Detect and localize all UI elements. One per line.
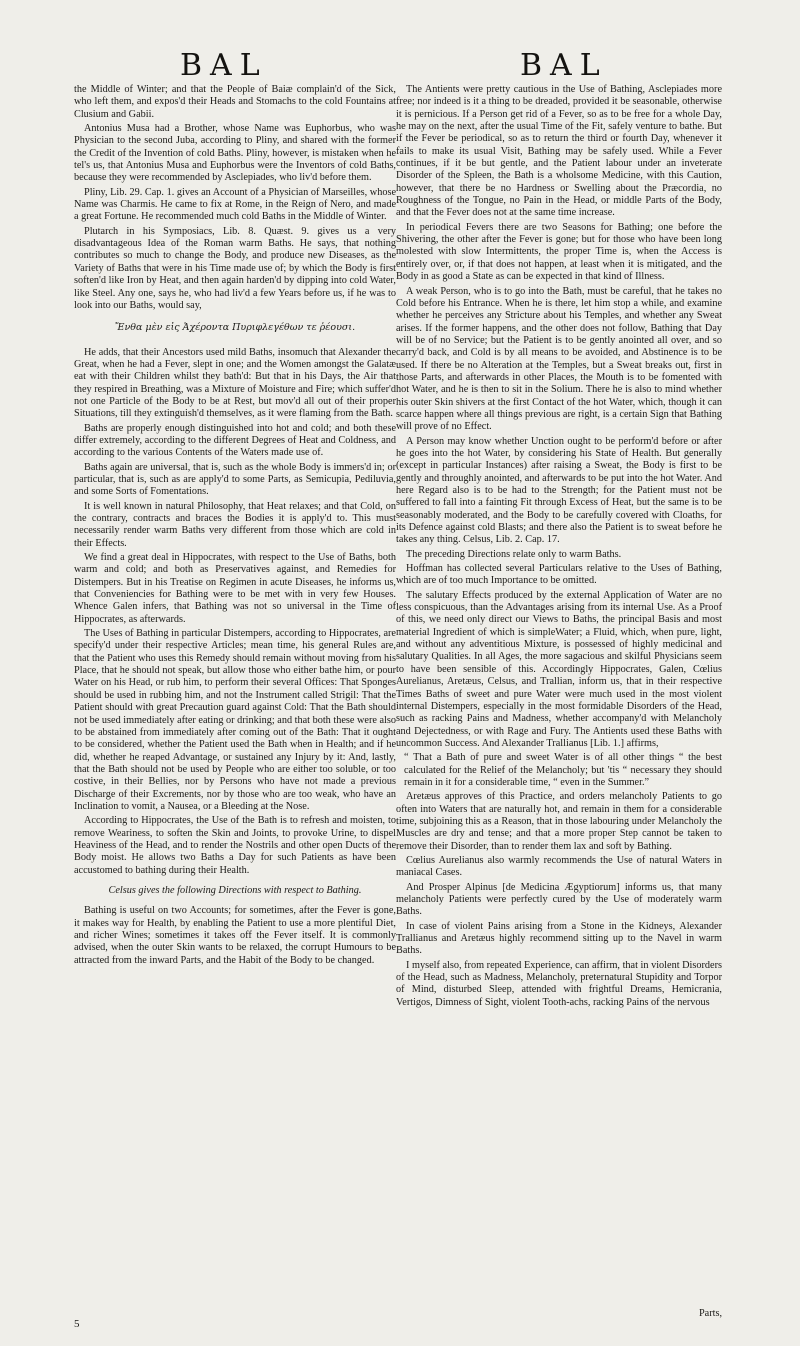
paragraph: Aretæus approves of this Practice, and orders melancholy Patients to go often into Waters that are naturally hot, and remain in them for a considerable time, subjoining this as a Reason, that in those labouring under Melancholy the Muscles are dry and tense; and that a more proper Step cannot be taken to remove their Disorder, than to render them lax and soft by Bathing.: [396, 791, 722, 852]
running-header: [0, 48, 800, 88]
paragraph: I myself also, from repeated Experience, can affirm, that in violent Disorders of the Head, such as Madness, Melancholy, preternatural Stupidity and Torpor of Mind, disturbed Sleep, attended with frightful Dreams, Hemicrania, Vertigos, Dimness of Sight, violent Tooth-achs, racking Pains of the nervous: [396, 959, 722, 1008]
paragraph: Baths are properly enough distinguished into hot and cold; and both these differ extremely, according to the different Degrees of Heat and Coldness, and according to the various Contents of the Waters made use of.: [74, 422, 396, 459]
paragraph: A weak Person, who is to go into the Bath, must be careful, that he takes no Cold before his Entrance. When he is there, let him stop a while, and examine whether he perceives any Stricture about his Temples, and whether any Sweat arises. If the former happens, and the other does not follow, Bathing that Day will be of no Service; but the Patient is to be gently anointed all over, and so carry'd back, and Cold is by all means to be avoided, and Abstinence is to be used. If there be no Alteration at the Temples, but a Sweat breaks out, first in those Parts, and afterwards in other Places, the Mouth is to be fomented with hot Water, and he is then to sit in the Solium. There he is also to mind whether his outer Skin shivers at the first Contact of the hot Water, which, though it can scarce happen where all things previous are right, is a certain Sign that Bathing will prove of no Effect.: [396, 285, 722, 433]
paragraph: And Prosper Alpinus [de Medicina Ægyptiorum] informs us, that many melancholy Patients were perfectly cured by the Use of moderately warm Baths.: [396, 881, 722, 918]
paragraph: According to Hippocrates, the Use of the Bath is to refresh and moisten, to remove Weariness, to soften the Skin and Joints, to provoke Urine, to dispel Heaviness of the Head, and to render the Nostrils and other open Ducts of the Body moist. He allows two Baths a Day for such Patients as have been accustomed to bathing during their Health.: [74, 815, 396, 876]
paragraph: the Middle of Winter; and that the People of Baiæ complain'd of the Sick, who left them, and expos'd their Heads and Stomachs to the cold Fountains at Clusium and Gabii.: [74, 84, 396, 120]
paragraph: He adds, that their Ancestors used mild Baths, insomuch that Alexander the Great, when he had a Fever, slept in one; and the Women amongst the Galatæ eat with their Children whilst they bath'd: But that in his Days, the Air that they respired in Breathing, was a Mixture of Moisture and Fire; which suffer'd not one Particle of the Body to be at Rest, but mov'd all out of their proper Situations, till they extinguish'd themselves, as it were flaming from the Bath.: [74, 346, 396, 420]
left-column: [74, 84, 396, 969]
greek-verse: Ἔνθα μὲν εἰς Ἀχέροντα Πυριφλεγέθων τε ῥέουσι.: [114, 322, 356, 334]
paragraph: The salutary Effects produced by the external Application of Water are no less conspicuous, than the Advantages arising from its internal Use. As a Proof of this, we need only direct our Views to Baths, the principal Basis and most material Ingredient of which is simpleWater; a Fluid, which, when pure, light, and without any adventitious Mixture, is possessed of highly medicinal and salutary Qualities. In all Ages, the more sagacious and skilful Physicians seem to have been sensible of this. Accordingly Hippocrates, Galen, Cœlius Aurelianus, Aretæus, Celsus, and Trallian, inform us, that in their respective Times Baths of sweet and pure Water were much used in the most violent internal Distempers, especially in the most formidable Disorders of the Head, such as racking Pains and Madness, whether accompany'd with Melancholy and Dejectedness, or with Rage and Fury. The Antients used these Baths with uncommon Success. And Alexander Trallianus [Lib. 1.] affirms,: [396, 589, 722, 749]
paragraph: We find a great deal in Hippocrates, with respect to the Use of Baths, both warm and cold; and both as Preservatives against, and Remedies for Distempers. But in his Treatise on Regimen in acute Diseases, he informs us, that Conveniencies for Bathing were to be met with in very few Houses. Whence Galen infers, that Bathing was not so universal in the Time of Hippocrates, as afterwards.: [74, 552, 396, 625]
paragraph: Baths again are universal, that is, such as the whole Body is immers'd in; or particular, that is, such as are apply'd to some Parts, as Semicupia, Pediluvia, and some Sorts of Fomentations.: [74, 461, 396, 498]
paragraph: It is well known in natural Philosophy, that Heat relaxes; and that Cold, on the contrary, contracts and braces the Bodies it is apply'd to. This must necessarily render warm Baths very different from those which are cold in their Effects.: [74, 500, 396, 549]
right-column: [396, 84, 722, 1011]
signature-mark: 5: [74, 1318, 80, 1330]
paragraph: The Uses of Bathing in particular Distempers, according to Hippocrates, are specify'd under their respective Articles; mean time, his general Rules are, that the Patient who uses this Remedy should remain without moving from his Place, that he should not speak, but allow those who either bathe him, or pour Water on his Head, or rub him, to perform their several Offices: That Sponges should be used in rubbing him, and not the Instrument called Strigil: That the Patient should with great Precaution guard against Cold: That the Bath should not be used immediately after eating or drinking; and that both these were also to be abstained from immediately after coming out of the Bath: That it ought to be considered, whether the Patient used the Bath when in Health; and if he did, whether he reaped Advantage, or sustained any Injury by it: And, lastly, that the Bath should not be used by People who are either too soluble, or too costive, in their Bellies, nor by Persons who have not made a previous Discharge of their Excrements, nor by those who are too weak, who have an Inclination to vomit, a Nausea, or a Bleeding at the Nose.: [74, 628, 396, 812]
header-right: BAL: [520, 48, 608, 83]
paragraph: Pliny, Lib. 29. Cap. 1. gives an Account of a Physician of Marseilles, whose Name was Charmis. He came to fix at Rome, in the Reign of Nero, and made a great Fortune. He recommended much cold Baths in the Middle of Winter.: [74, 186, 396, 223]
quotation: “ That a Bath of pure and sweet Water is of all other things “ the best calculated for the Relief of the Melancholy; but 'tis “ necessary they should remain in it for a considerable time, “ even in the Summer.”: [404, 752, 722, 788]
paragraph: Antonius Musa had a Brother, whose Name was Euphorbus, who was Physician to the second Juba, according to Pliny, and shared with the former the Credit of the Invention of cold Baths. Pliny, however, is mistaken when he tel's us, that Antonius Musa and Euphorbus were the Inventors of cold Baths, because they were recommended by Asclepiades, who liv'd before them.: [74, 123, 396, 184]
paragraph: Hoffman has collected several Particulars relative to the Uses of Bathing, which are of too much Importance to be omitted.: [396, 563, 722, 587]
paragraph: The preceding Directions relate only to warm Baths.: [406, 548, 622, 560]
header-left: BAL: [180, 48, 268, 83]
paragraph: In case of violent Pains arising from a Stone in the Kidneys, Alexander Trallianus and Aretæus highly recommend sitting up to the Navel in warm Baths.: [396, 920, 722, 957]
paragraph: Plutarch in his Symposiacs, Lib. 8. Quæst. 9. gives us a very disadvantageous Idea of the Roman warm Baths. He says, that nothing contributes so much to change the Body, and produce new Diseases, as the Variety of Baths that were in his Time made use of; by which the Body is first soften'd like Iron by Heat, and then again harden'd by dipping into cold Water, like Steel. Any one, says he, who had liv'd a few Years before us, if he was to look into our Baths, would say,: [74, 225, 396, 311]
paragraph: Cœlius Aurelianus also warmly recommends the Use of natural Waters in maniacal Cases.: [396, 854, 722, 879]
paragraph: In periodical Fevers there are two Seasons for Bathing; one before the Shivering, the other after the Fever is gone; but for those who have been long molested with slow Intermittents, the proper Time is, when the Access is entirely over, or, if that does not happen, at least when it is mitigated, and the Body in as good a State as can be expected in that kind of Illness.: [396, 221, 722, 283]
paragraph: A Person may know whether Unction ought to be perform'd before or after he goes into the hot Water, by considering his State of Health. But generally (except in particular Instances) after raising a Sweat, the Body is first to be gently and throughly anointed, and afterwards to be put into the hot Water. And here Regard also is to be had to the Strength; for the Patient must not be suffered to fall into a fainting Fit through Excess of Heat, but the same is to be seasonably moderated, and the Body to be carefully covered with Cloaths, for its Defence against cold Blasts; and there also the Patient is to sweat before he takes any thing. Celsus, Lib. 2. Cap. 17.: [396, 435, 722, 546]
paragraph: Bathing is useful on two Accounts; for sometimes, after the Fever is gone, it makes way for Health, by enabling the Patient to use a more plentiful Diet, and richer Wines; sometimes it takes off the Fever itself. It is commonly advised, when the outer Skin wants to be relaxed, the corrupt Humours to be attracted from the inward Parts, and the Habit of the Body to be changed.: [74, 905, 396, 966]
paragraph: The Antients were pretty cautious in the Use of Bathing, Asclepiades more free; nor indeed is it a thing to be dreaded, provided it be seasonable, otherwise it is pernicious. If a Person get rid of a Fever, so as to be free for a whole Day, he may on the next, after the usual Time of the Fit, safely venture to bathe. But if the Fever be periodical, so as to return the third or fourth Day, whenever it fails to make its usual Visit, Bathing may be safely used. While a Fever continues, if it be but gentle, and the Patient labour under an inveterate Disorder of the Spleen, the Bath is a wholsome Medicine, with this Caution, however, that there be no Hardness or Swelling about the Præcordia, no Roughness of the Tongue, no Pain in the Head, or middle Parts of the Body, and that the Fever does not at the same time increase.: [396, 84, 722, 219]
catchword: Parts,: [698, 1308, 722, 1319]
section-subheading: Celsus gives the following Directions with respect to Bathing.: [108, 884, 362, 896]
